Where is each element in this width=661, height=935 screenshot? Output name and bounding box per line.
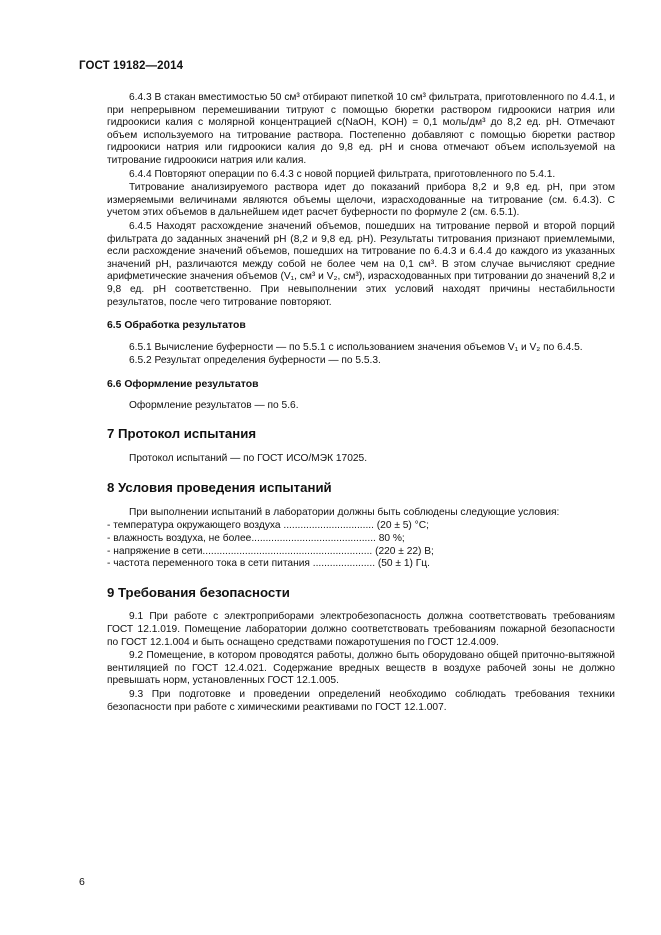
heading-8: 8 Условия проведения испытаний xyxy=(107,480,332,496)
heading-7: 7 Протокол испытания xyxy=(107,426,257,442)
paragraph-6-6: Оформление результатов — по 5.6. xyxy=(129,400,299,412)
page-number: 6 xyxy=(79,876,85,888)
condition-voltage: - напряжение в сети............................................................ (220 ± 22) В; xyxy=(107,545,434,557)
paragraph-9-3: 9.3 При подготовке и проведении определений необходимо соблюдать требования техники безопасности при работе с химическими реактивами по ГОСТ 12.1.007. xyxy=(107,688,615,713)
heading-6-6: 6.6 Оформление результатов xyxy=(107,378,259,390)
paragraph-8-intro: При выполнении испытаний в лаборатории должны быть соблюдены следующие условия: xyxy=(129,506,560,518)
heading-6-5: 6.5 Обработка результатов xyxy=(107,320,246,332)
paragraph-9-2: 9.2 Помещение, в котором проводятся работы, должно быть оборудовано общей приточно-вытяжной вентиляцией по ГОСТ 12.4.021. Содержание вредных веществ в воздухе рабочей зоны не должно превышать норм, установленных ГОСТ 12.1.005. xyxy=(107,650,615,687)
paragraph-9-1: 9.1 При работе с электроприборами электробезопасность должна соответствовать требованиям ГОСТ 12.1.019. Помещение лаборатории должно соответствовать требованиям пожарной безопасности по ГОСТ 12.1.004 и быть оснащено средствами пожаротушения по ГОСТ 12.4.009. xyxy=(107,611,615,648)
condition-humidity: - влажность воздуха, не более............................................ 80 %; xyxy=(107,533,405,545)
document-header: ГОСТ 19182—2014 xyxy=(79,60,184,72)
paragraph-6-5-2: 6.5.2 Результат определения буферности — по 5.5.3. xyxy=(129,355,381,367)
paragraph-6-4-5: 6.4.5 Находят расхождение значений объемов, пошедших на титрование первой и второй порций фильтрата до заданных значений pH (8,2 и 9,8 ед. pH). Результаты титрования признают приемлемыми, если расхождение значений объемов, пошедших на титрование по 6.4.3 и 6.4.4 до каждого из указанных значений pH, различаются между собой не более чем на 0,1 см³. В этом случае вычисляют средние арифметические значения объемов (V₁, см³ и V₂, см³), израсходованных при титровании до значений 8,2 и 9,8 ед. pH соответственно. При невыполнении этих условий находят причины нестабильности результатов, после чего титрование повторяют. xyxy=(107,220,615,308)
conditions-list xyxy=(107,520,615,570)
document-body xyxy=(107,92,615,715)
paragraph-6-4-4: 6.4.4 Повторяют операции по 6.4.3 с новой порцией фильтрата, приготовленного по 5.4.1. xyxy=(129,168,556,180)
paragraph-6-5-1: 6.5.1 Вычисление буферности — по 5.5.1 с использованием значения объемов V₁ и V₂ по 6.4.5. xyxy=(129,341,583,353)
paragraph-6-4-4-note: Титрование анализируемого раствора идет до показаний прибора 8,2 и 9,8 ед. pH, при этом измеряемыми величинами являются объемы щелочи, израсходованные на титрование (см. 6.4.3). С учетом этих объемов в дальнейшем идет расчет буферности по формуле 2 (см. 6.5.1). xyxy=(107,182,615,219)
condition-frequency: - частота переменного тока в сети питания ...................... (50 ± 1) Гц. xyxy=(107,558,430,570)
condition-temperature: - температура окружающего воздуха ................................ (20 ± 5) °C; xyxy=(107,520,429,532)
heading-9: 9 Требования безопасности xyxy=(107,584,290,600)
paragraph-6-4-3: 6.4.3 В стакан вместимостью 50 см³ отбирают пипеткой 10 см³ фильтрата, приготовленного по 4.4.1, и при непрерывном перемешивании титруют с помощью бюретки раствором гидроокиси натрия или гидроокиси калия с молярной концентрацией c(NaOH, KOH) = 0,1 моль/дм³ до 8,2 ед. pH. Отмечают объем используемого на титрование раствора. Постепенно добавляют с помощью бюретки раствор гидроокиси натрия или гидроокиси калия до 9,8 ед. pH и снова отмечают объем используемой на титрование гидроокиси натрия или калия. xyxy=(107,92,615,166)
paragraph-7: Протокол испытаний — по ГОСТ ИСО/МЭК 17025. xyxy=(129,452,368,464)
